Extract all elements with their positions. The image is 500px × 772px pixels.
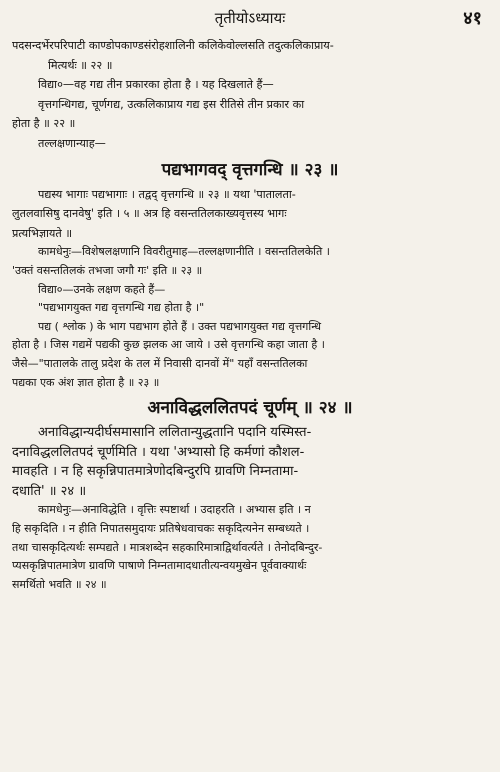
commentary-line: हि सकृदिति । न हीति निपातसमुदायः प्रतिषेधवाचकः सकृदित्यनेन सम्बध्यते । xyxy=(12,522,310,536)
translation-line: विद्या०—उनके लक्षण कहते हैं— xyxy=(38,282,166,296)
vritti-line: लुतलवासिषु दानवेषु' इति । ५ ॥ अत्र हि वसन्ततिलकाख्यवृत्तस्य भागः xyxy=(12,207,287,221)
translation-line: पद्य ( श्लोक ) के भाग पद्यभाग होते हैं । उक्त पद्यभागयुक्त गद्य वृत्तगन्धि xyxy=(38,319,322,333)
chapter-title: तृतीयोऽध्यायः xyxy=(214,9,286,27)
commentary-line: तथा चासकृदित्यर्थः सम्पद्यते । मात्रशब्देन सहकारिमात्राद्विर्थावर्त्यते । तेनोदबिन्दुर- xyxy=(12,540,323,554)
translation-line: "पद्यभागयुक्त गद्य वृत्तगन्धि गद्य होता है ।" xyxy=(38,301,205,315)
translation-line: होता है । जिस गद्यमें पद्यकी कुछ झलक आ जाये । उसे वृत्तगन्धि कहा जाता है । xyxy=(12,338,325,352)
page-number: ४१ xyxy=(463,8,482,29)
commentary-line: समर्थितो भवति ॥ २४ ॥ xyxy=(12,577,107,591)
text-line: पदसन्दर्भेरपरिपाटी काण्डोपकाण्डसंरोहशालिनी कलिकेवोल्लसति तदुत्कलिकाप्राय- xyxy=(12,39,334,52)
vritti-line: दनाविद्धललितपदं चूर्णमिति । यथा 'अभ्यासो हि कर्मणां कौशल- xyxy=(12,444,305,460)
vritti-line: दधाति' ॥ २४ ॥ xyxy=(12,483,87,499)
text-line: तल्लक्षणान्याह— xyxy=(38,136,106,150)
vritti-line: पद्यस्य भागाः पद्यभागाः । तद्वद् वृत्तगन्धि ॥ २३ ॥ यथा 'पातालता- xyxy=(38,187,296,201)
commentary-line: 'उक्तं वसन्ततिलकं तभजा जगौ गः' इति ॥ २३ ॥ xyxy=(12,263,203,277)
page-body xyxy=(12,36,488,766)
translation-line: वृत्तगन्धिगद्य, चूर्णगद्य, उत्कलिकाप्राय गद्य इस रीतिसे तीन प्रकार का xyxy=(38,97,305,111)
translation-line: जैसे—"पातालके तालु प्रदेश के तल में निवासी दानवों में" यहाँ वसन्ततिलका xyxy=(12,356,308,370)
translation-line: होता है ॥ २२ ॥ xyxy=(12,117,76,131)
vritti-line: मावहति । न हि सकृन्निपातमात्रेणोदबिन्दुरपि ग्रावणि निम्नतामा- xyxy=(12,464,299,480)
running-header xyxy=(0,6,500,32)
sutra-heading: अनाविद्धललितपदं चूर्णम् ॥ २४ ॥ xyxy=(147,398,353,419)
sutra-heading: पद्यभागवद् वृत्तगन्धि ॥ २३ ॥ xyxy=(161,159,339,180)
commentary-line: कामधेनुः—विशेषलक्षणानि विवरीतुमाह—तल्लक्षणानीति । वसन्ततिलकेति । xyxy=(38,245,330,259)
text-line: मित्यर्थः ॥ २२ ॥ xyxy=(48,58,113,72)
commentary-line: प्यसकृन्निपातमात्रेण ग्रावणि पाषाणे निम्नतामादधातीत्यन्वयमुखेन पूर्ववाक्यार्थः xyxy=(12,559,307,573)
translation-line: विद्या०—वह गद्य तीन प्रकारका होता है । यह दिखलाते हैं— xyxy=(38,78,274,92)
commentary-line: कामधेनुः—अनाविद्धेति । वृत्तिः स्पष्टार्था । उदाहरति । अभ्यास इति । न xyxy=(38,503,311,517)
vritti-line: प्रत्यभिज्ञायते ॥ xyxy=(12,226,73,240)
translation-line: पद्यका एक अंश ज्ञात होता है ॥ २३ ॥ xyxy=(12,375,160,389)
vritti-line: अनाविद्धान्यदीर्घसमासानि ललितान्युद्धतानि पदानि यस्मिस्त- xyxy=(38,425,312,441)
